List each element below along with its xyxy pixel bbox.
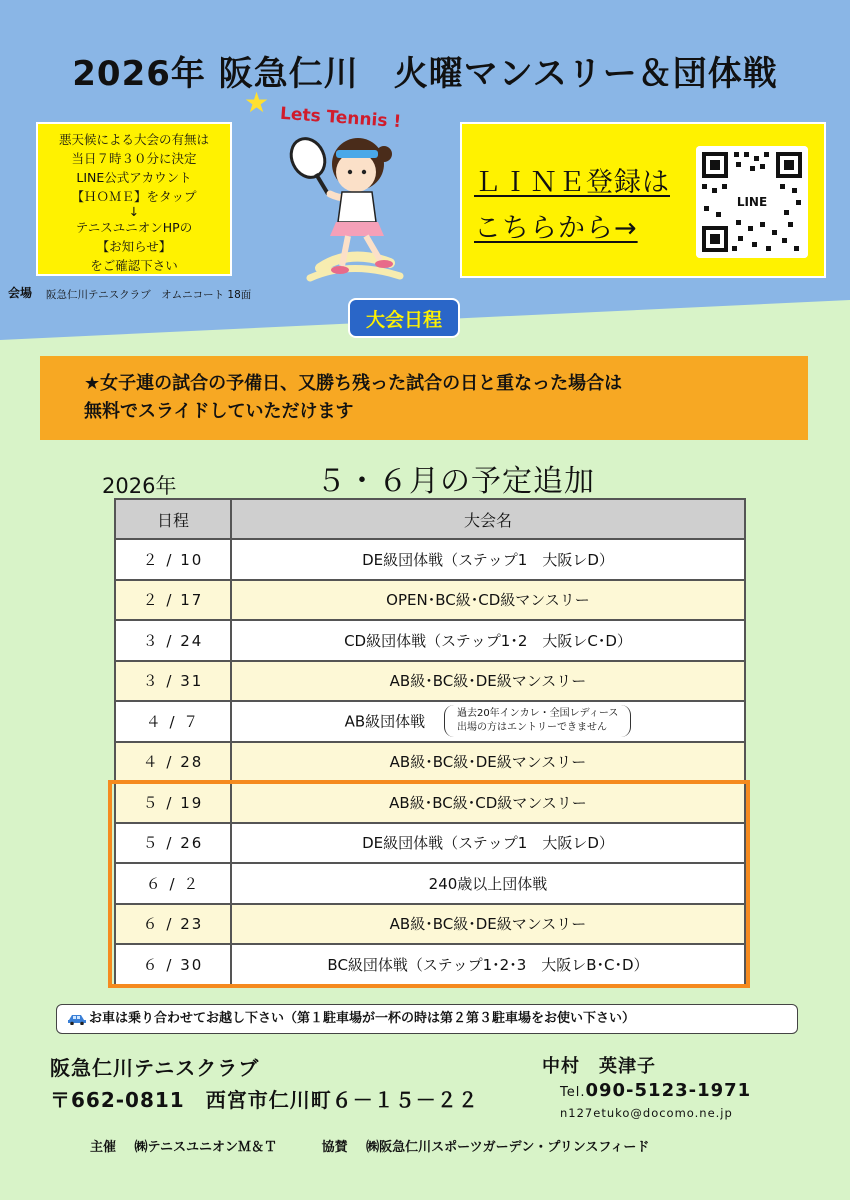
host-name: ㈱テニスユニオンＭ＆Ｔ <box>134 1140 278 1155</box>
contact-email[interactable]: n127etuko@docomo.ne.jp <box>560 1106 733 1120</box>
row-date: ６ / ２ <box>115 863 231 904</box>
support-label: 協賛 <box>321 1140 348 1155</box>
support-name: ㈱阪急仁川スポーツガーデン・プリンスフィード <box>366 1140 650 1155</box>
car-icon <box>67 1013 87 1025</box>
row-event <box>231 701 745 742</box>
schedule-title: ５・６月の予定追加 <box>316 464 595 499</box>
row-event-name: AB級団体戦 <box>344 712 426 731</box>
qr-code-icon[interactable] <box>696 146 808 258</box>
header-date: 日程 <box>115 499 231 539</box>
table-row <box>115 863 745 904</box>
parking-note <box>56 1004 798 1034</box>
weather-notice-box <box>36 122 232 276</box>
row-event: AB級･BC級･CD級マンスリー <box>231 782 745 823</box>
table-header-row <box>115 499 745 539</box>
row-event: AB級･BC級･DE級マンスリー <box>231 904 745 945</box>
line-registration-box[interactable] <box>460 122 826 278</box>
row-date: ５ / 26 <box>115 823 231 864</box>
host-label: 主催 <box>90 1140 117 1155</box>
line-text-1: ＬＩＮＥ登録は <box>474 167 670 198</box>
banner-line-2: 無料でスライドしていただけます <box>84 401 354 422</box>
table-row <box>115 904 745 945</box>
table-row <box>115 823 745 864</box>
notice-line: をご確認下さい <box>90 258 178 273</box>
line-text-2: こちらから→ <box>474 213 638 244</box>
row-event: DE級団体戦（ステップ1 大阪レD） <box>231 539 745 580</box>
row-date: ３ / 31 <box>115 661 231 702</box>
qr-label: LINE <box>736 195 768 209</box>
table-row <box>115 539 745 580</box>
note-line-2: 出場の方はエントリーできません <box>456 722 607 734</box>
row-event: OPEN･BC級･CD級マンスリー <box>231 580 745 621</box>
row-event: DE級団体戦（ステップ1 大阪レD） <box>231 823 745 864</box>
row-event: BC級団体戦（ステップ1･2･3 大阪レB･C･D） <box>231 944 745 985</box>
line-registration-link[interactable] <box>474 160 670 252</box>
notice-arrow: ↓ <box>128 204 140 219</box>
row-event: 240歳以上団体戦 <box>231 863 745 904</box>
notice-line: 【お知らせ】 <box>96 239 172 254</box>
page-title: 2026年 阪急仁川 火曜マンスリー＆団体戦 <box>72 54 778 94</box>
parking-note-text: お車は乗り合わせてお越し下さい（第１駐車場が一杯の時は第２第３駐車場をお使い下さい） <box>89 1011 636 1026</box>
schedule-year: 2026年 <box>102 474 177 498</box>
table-row <box>115 620 745 661</box>
row-date: ５ / 19 <box>115 782 231 823</box>
row-date: ４ / 28 <box>115 742 231 783</box>
banner-line-1: ★女子連の試合の予備日、又勝ち残った試合の日と重なった場合は <box>84 373 623 394</box>
club-name: 阪急仁川テニスクラブ <box>50 1056 260 1080</box>
venue-text: 阪急仁川テニスクラブ オムニコート 18面 <box>46 289 252 301</box>
tel-prefix: Tel. <box>560 1085 586 1100</box>
table-row <box>115 701 745 742</box>
tel-number: 090-5123-1971 <box>585 1080 752 1101</box>
entry-restriction-note <box>444 705 631 737</box>
table-row <box>115 661 745 702</box>
notice-line: 当日７時３０分に決定 <box>71 151 197 166</box>
row-event: AB級･BC級･DE級マンスリー <box>231 742 745 783</box>
star-icon: ★ <box>244 86 270 119</box>
row-date: ６ / 30 <box>115 944 231 985</box>
table-row <box>115 782 745 823</box>
row-event: AB級･BC級･DE級マンスリー <box>231 661 745 702</box>
header-event: 大会名 <box>231 499 745 539</box>
row-date: ３ / 24 <box>115 620 231 661</box>
row-date: ２ / 10 <box>115 539 231 580</box>
lets-tennis-caption: Lets Tennis ! <box>279 103 402 133</box>
table-row <box>115 580 745 621</box>
row-date: ６ / 23 <box>115 904 231 945</box>
contact-name: 中村 英津子 <box>542 1056 656 1077</box>
row-date: ２ / 17 <box>115 580 231 621</box>
table-row <box>115 944 745 985</box>
sponsors <box>90 1136 663 1155</box>
schedule-table <box>114 498 746 986</box>
notice-line: LINE公式アカウント <box>76 170 192 185</box>
club-address: 〒662-0811 西宮市仁川町６－１５－２２ <box>50 1088 479 1112</box>
notice-line: 悪天候による大会の有無は <box>58 132 209 147</box>
schedule-badge: 大会日程 <box>348 298 460 338</box>
tennis-player-illustration <box>280 128 420 288</box>
notice-line: 【ＨＯＭＥ】をタップ <box>71 189 197 204</box>
note-line-1: 過去20年インカレ・全国レディース <box>456 708 619 720</box>
venue-tag: 会場 <box>8 286 33 300</box>
table-row <box>115 742 745 783</box>
contact-tel[interactable] <box>560 1080 751 1101</box>
notice-banner <box>40 356 808 440</box>
row-event: CD級団体戦（ステップ1･2 大阪レC･D） <box>231 620 745 661</box>
notice-line: テニスユニオンHPの <box>75 220 193 235</box>
row-date: ４ / ７ <box>115 701 231 742</box>
